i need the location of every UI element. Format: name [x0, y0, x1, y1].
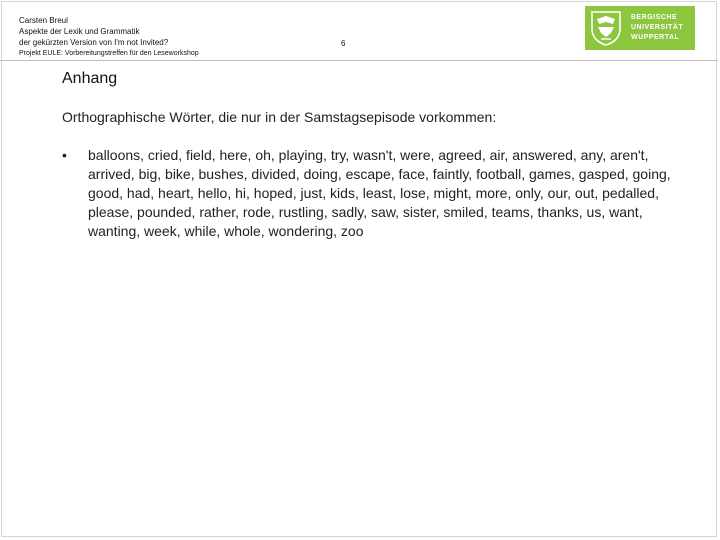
- page-number: 6: [341, 39, 346, 48]
- bullet-marker: •: [62, 147, 67, 163]
- logo-line-2: UNIVERSITÄT: [631, 24, 684, 31]
- header-line-2: Aspekte der Lexik und Grammatik: [19, 27, 140, 36]
- logo-line-3: WUPPERTAL: [631, 34, 680, 41]
- header-meta: [19, 15, 279, 59]
- bullet-list: [62, 146, 672, 241]
- slide-title: Anhang: [62, 70, 118, 87]
- logo-line-1: BERGISCHE: [631, 14, 678, 21]
- header-divider: [0, 60, 718, 61]
- header-line-3: der gekürzten Version von I'm not Invited?: [19, 38, 169, 47]
- header-line-4: Projekt EULE: Vorbereitungstreffen für den Leseworkshop: [19, 50, 199, 57]
- university-logo: [585, 6, 695, 50]
- university-crest-icon: [585, 6, 627, 50]
- logo-wordmark: [627, 13, 683, 43]
- bullet-item-text: balloons, cried, field, here, oh, playing, try, wasn't, were, agreed, air, answered, any, aren't, arrived, big, bike, bushes, divided, doing, escape, face, faintly, football, games, gasped, going, good, had, heart, hello, hi, hoped, just, kids, least, lose, might, more, only, our, out, pedalled, please, pounded, rather, rode, rustling, sadly, saw, sister, smiled, teams, thanks, us, want, wanting, week, while, whole, wondering, zoo: [88, 147, 671, 239]
- author-name: Carsten Breul: [19, 16, 68, 25]
- intro-text: Orthographische Wörter, die nur in der Samstagsepisode vorkommen:: [62, 109, 497, 125]
